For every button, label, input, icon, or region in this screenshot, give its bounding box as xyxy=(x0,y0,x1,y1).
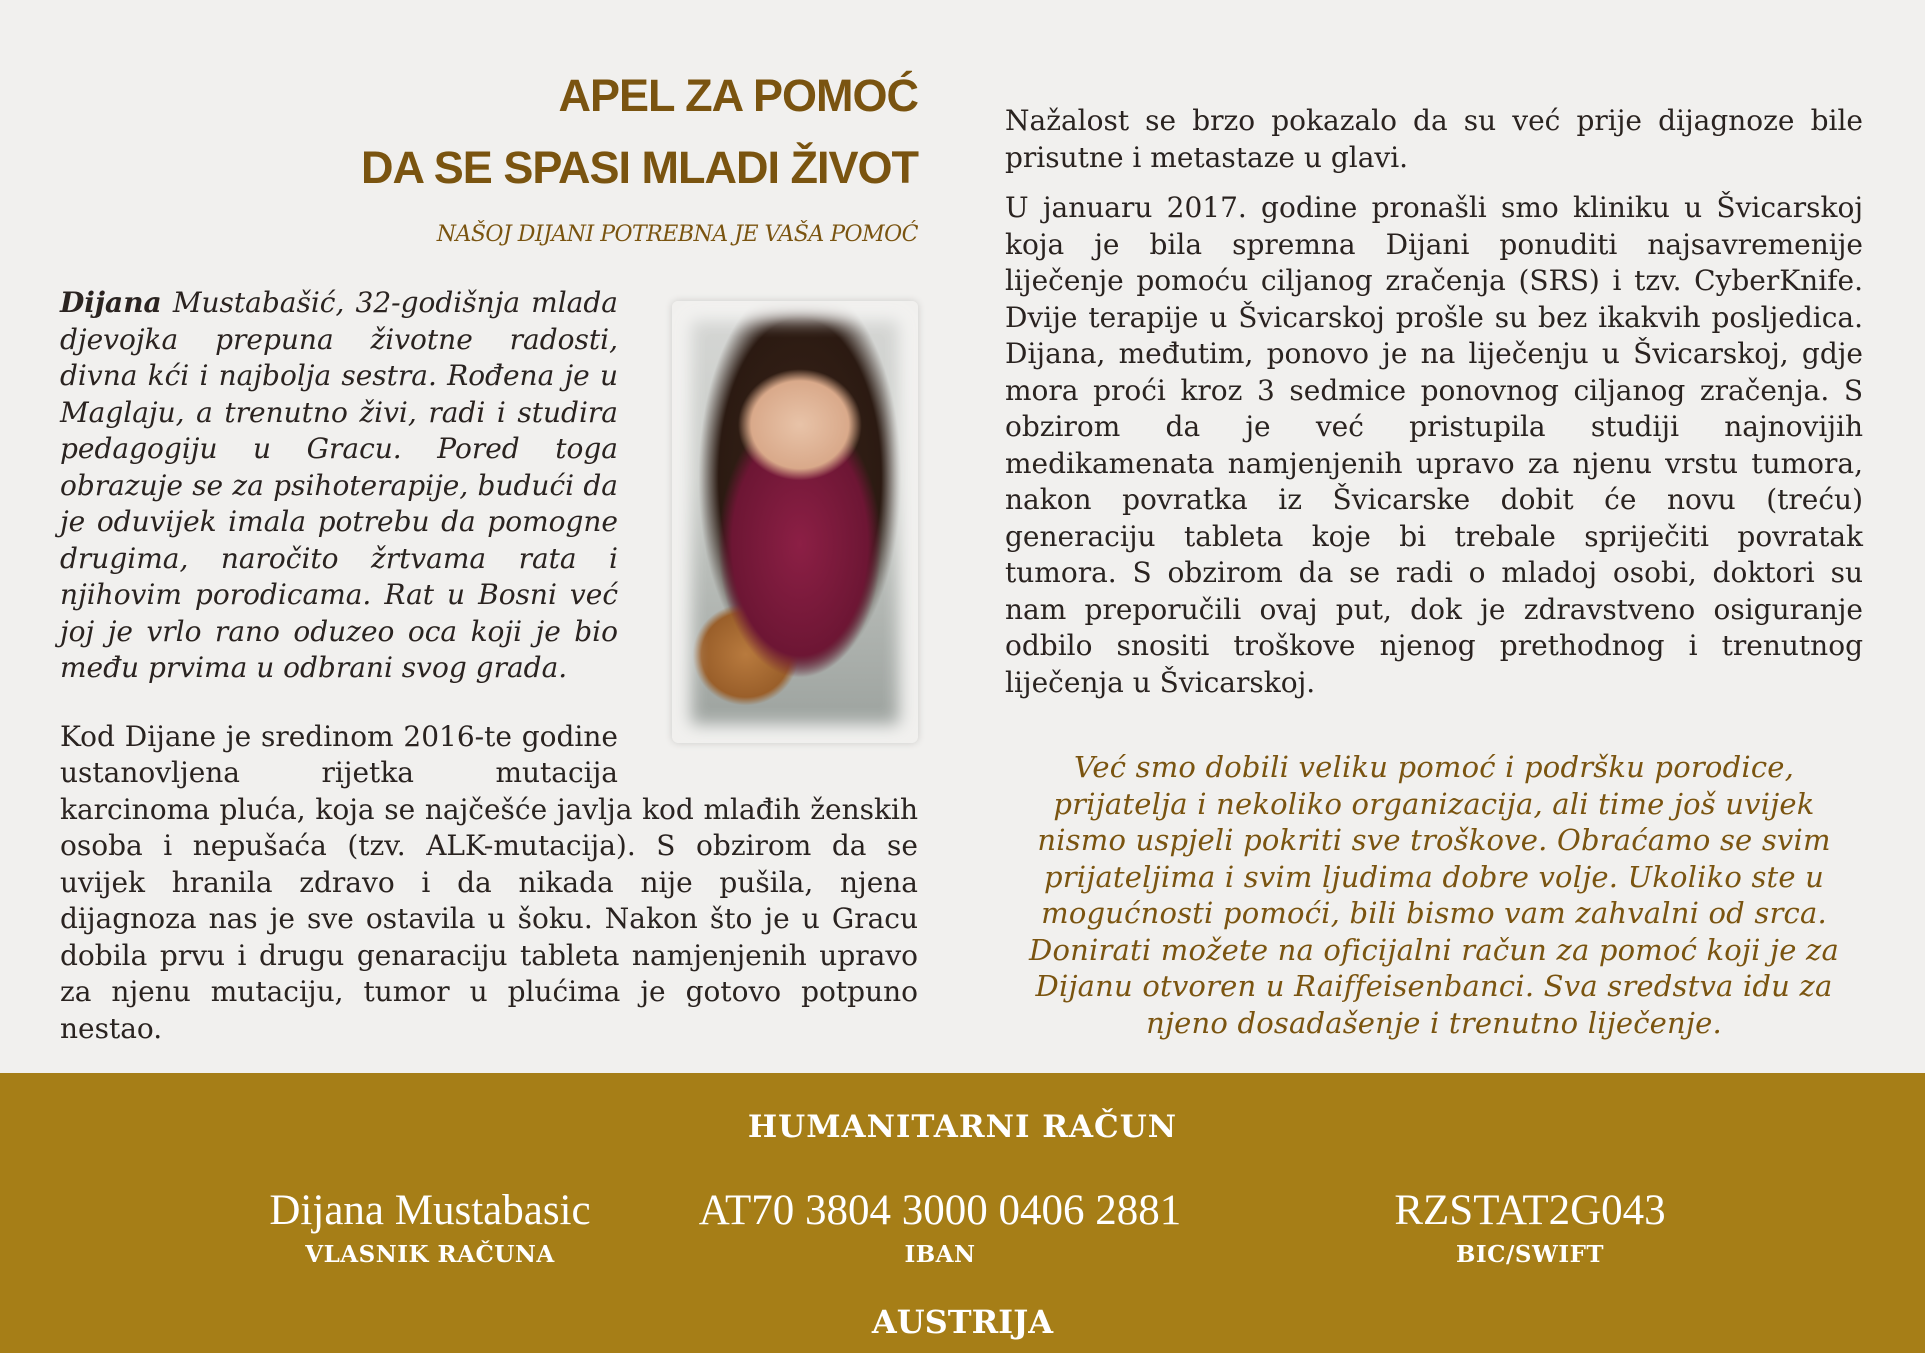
account-owner-label: VLASNIK RAČUNA xyxy=(305,1241,555,1268)
account-owner-value: Dijana Mustabasic xyxy=(269,1187,591,1234)
account-title: HUMANITARNI RAČUN xyxy=(747,1109,1178,1145)
left-column xyxy=(60,60,918,1047)
bic-value: RZSTAT2G043 xyxy=(1394,1187,1666,1234)
account-owner xyxy=(230,1186,630,1268)
diagnosis-paragraph: Kod Dijane je sredinom 2016-te godine ustanovljena rijetka mutacija karcinoma pluća, koja se najčešće javlja kod mlađih ženskih osoba i nepušaća (tzv. ALK-mutacija). S obzirom da se uvijek hranila zdravo i da nikada nije pušila, njena dijagnoza nas je sve ostavila u šoku. Nakon što je u Gracu dobila prvu i drugu genaraciju tableta namjenjenih upravo za njenu mutaciju, tumor u plućima je gotovo potpuno nestao. xyxy=(60,719,918,1045)
title-line-2: DA SE SPASI MLADI ŽIVOT xyxy=(360,142,918,193)
title-line-1: APEL ZA POMOĆ xyxy=(558,70,918,121)
portrait-photo xyxy=(658,287,918,757)
intro-text: Mustabašić, 32-godišnja mlada djevojka prepuna životne radosti, divna kći i najbolja sestra. Rođena je u Maglaju, a trenutno živi, radi i studira pedagogiju u Gracu. Pored toga obrazuje se za psihoterapije, budući da je oduvijek imala potrebu da pomogne drugima, naročito žrtvama rata i njihovim porodicama. Rat u Bosni već joj je vrlo rano oduzeo oca koji je bio među prvima u odbrani svog grada. xyxy=(60,286,618,684)
intro-section xyxy=(60,285,918,1047)
account-bic xyxy=(1330,1186,1730,1268)
appeal-text: Već smo dobili veliku pomoć i podršku porodice, prijatelja i nekoliko organizacija, ali time još uvijek nismo uspjeli pokriti sve troškove. Obraćamo se svim prijateljima i svim ljudima dobre volje. Ukoliko ste u mogućnosti pomoći, bili bismo vam zahvalni od srca. Donirati možete na oficijalni račun za pomoć koji je za Dijanu otvoren u Raiffeisenbanci. Sva sredstva idu za njeno dosadašenje i trenutno liječenje. xyxy=(1029,750,1839,1040)
account-iban xyxy=(680,1186,1200,1268)
country-label: AUSTRIJA xyxy=(871,1303,1054,1341)
page-title xyxy=(60,60,918,204)
metastasis-paragraph: Nažalost se brzo pokazalo da su već prije dijagnoze bile prisutne i metastaze u glavi. xyxy=(1005,104,1863,174)
subtitle: NAŠOJ DIJANI POTREBNA JE VAŠA POMOĆ xyxy=(436,222,918,247)
treatment-paragraph: U januaru 2017. godine pronašli smo kliniku u Švicarskoj koja je bila spremna Dijani ponuditi najsavremenije liječenje pomoću ciljanog zračenja (SRS) i tzv. CyberKnife. Dvije terapije u Švicarskoj prošle su bez ikakvih posljedica. Dijana, međutim, ponovo je na liječenju u Švicarskoj, gdje mora proći kroz 3 sedmice ponovnog ciljanog zračenja. S obzirom da je već pristupila studiji najnovijih medikamenata namjenjenih upravo za njenu vrstu tumora, nakon povratka iz Švicarske dobit će novu (treću) generaciju tableta koje bi trebale spriječiti povratak tumora. S obzirom da se radi o mladoj osobi, doktori su nam preporučili ovaj put, dok je zdravstveno osiguranje odbilo snositi troškove njenog prethodnog i trenutnog liječenja u Švicarskoj. xyxy=(1005,191,1863,699)
account-band xyxy=(0,1073,1925,1353)
intro-name: Dijana xyxy=(60,286,162,319)
iban-value: AT70 3804 3000 0406 2881 xyxy=(698,1187,1182,1234)
photo-vignette xyxy=(672,301,918,743)
bic-label: BIC/SWIFT xyxy=(1455,1241,1605,1268)
iban-label: IBAN xyxy=(904,1241,976,1268)
right-column xyxy=(1005,103,1863,1041)
